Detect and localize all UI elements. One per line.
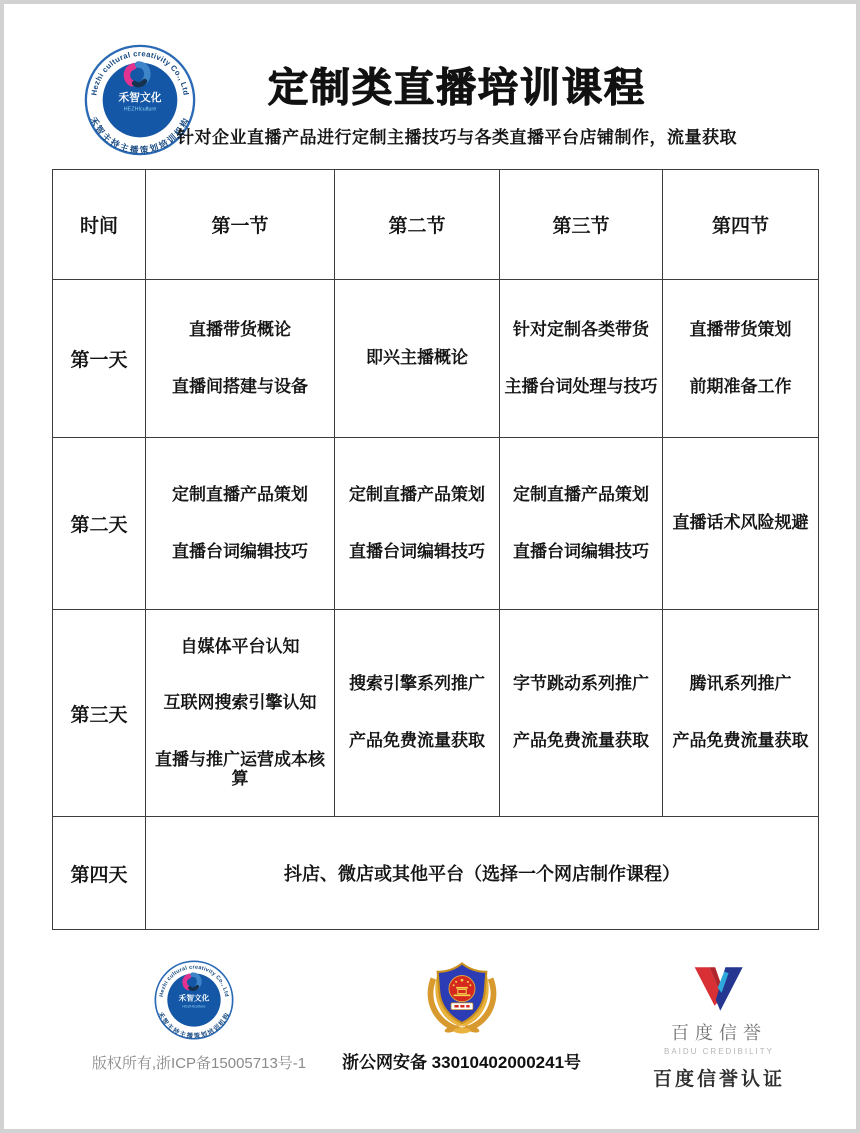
course-cell bbox=[335, 280, 500, 438]
column-header-2: 第二节 bbox=[335, 170, 500, 280]
course-line: 自媒体平台认知 bbox=[180, 636, 300, 656]
course-cell bbox=[146, 610, 335, 817]
course-line: 产品免费流量获取 bbox=[349, 731, 485, 750]
course-line: 搜索引擎系列推广 bbox=[349, 674, 485, 694]
baidu-credibility-icon bbox=[687, 961, 751, 1017]
course-cell bbox=[500, 610, 663, 817]
baidu-subtitle: BAIDU CREDIBILITY bbox=[663, 1047, 774, 1056]
baidu-caption: 百度信誉认证 bbox=[652, 1069, 785, 1090]
table-header-row bbox=[53, 170, 819, 280]
day-label: 第二天 bbox=[53, 438, 146, 610]
day-label: 第四天 bbox=[53, 817, 146, 930]
course-line: 直播台词编辑技巧 bbox=[349, 541, 485, 561]
course-line: 定制直播产品策划 bbox=[513, 484, 649, 504]
course-line: 直播台词编辑技巧 bbox=[172, 541, 308, 561]
table-row-day-4 bbox=[53, 817, 819, 930]
course-line: 定制直播产品策划 bbox=[172, 484, 308, 504]
course-line: 即兴主播概论 bbox=[366, 348, 468, 368]
course-line: 直播台词编辑技巧 bbox=[513, 541, 649, 561]
course-line: 产品免费流量获取 bbox=[672, 731, 809, 750]
course-line: 直播带货策划 bbox=[689, 319, 792, 339]
page-subtitle: 针对企业直播产品进行定制主播技巧与各类直播平台店铺制作，流量获取 bbox=[177, 128, 737, 147]
course-line: 直播与推广运营成本核算 bbox=[155, 750, 325, 788]
course-line: 腾讯系列推广 bbox=[689, 674, 792, 694]
course-line: 主播台词处理与技巧 bbox=[504, 376, 658, 396]
column-header-3: 第三节 bbox=[500, 170, 663, 280]
course-cell-merged: 抖店、微店或其他平台（选择一个网店制作课程） bbox=[146, 817, 819, 930]
course-line: 直播话术风险规避 bbox=[672, 513, 809, 533]
table-row-day-2 bbox=[53, 438, 819, 610]
footer-company-logo-icon bbox=[154, 960, 234, 1040]
course-table-wrap bbox=[52, 169, 819, 930]
column-header-1: 第一节 bbox=[146, 170, 335, 280]
course-cell bbox=[500, 438, 663, 610]
course-line: 前期准备工作 bbox=[689, 376, 792, 396]
course-cell bbox=[663, 438, 819, 610]
course-line: 直播带货概论 bbox=[189, 319, 291, 339]
course-cell bbox=[500, 280, 663, 438]
day-label: 第一天 bbox=[53, 280, 146, 438]
course-cell bbox=[663, 280, 819, 438]
police-record-text: 浙公网安备 33010402000241号 bbox=[341, 1053, 582, 1072]
column-header-0: 时间 bbox=[53, 170, 146, 280]
course-cell bbox=[146, 438, 335, 610]
course-line: 字节跳动系列推广 bbox=[513, 674, 649, 694]
table-row-day-3 bbox=[53, 610, 819, 817]
header bbox=[104, 56, 810, 148]
table-row-day-1 bbox=[53, 280, 819, 438]
course-cell bbox=[663, 610, 819, 817]
page-title: 定制类直播培训课程 bbox=[268, 66, 646, 110]
police-badge-icon bbox=[420, 955, 504, 1039]
course-line: 针对定制各类带货 bbox=[513, 319, 649, 339]
baidu-title: 百度信誉 bbox=[671, 1023, 767, 1043]
course-table bbox=[52, 169, 819, 930]
course-cell bbox=[146, 280, 335, 438]
course-line: 定制直播产品策划 bbox=[349, 484, 485, 504]
icp-record-text: 版权所有,浙ICP备15005713号-1 bbox=[91, 1055, 307, 1072]
course-line: 直播间搭建与设备 bbox=[172, 376, 308, 396]
baidu-credibility-block bbox=[634, 961, 804, 1091]
course-cell bbox=[335, 438, 500, 610]
course-cell bbox=[335, 610, 500, 817]
course-line: 互联网搜索引擎认知 bbox=[163, 693, 317, 713]
day-label: 第三天 bbox=[53, 610, 146, 817]
course-line: 产品免费流量获取 bbox=[513, 731, 649, 750]
column-header-4: 第四节 bbox=[663, 170, 819, 280]
